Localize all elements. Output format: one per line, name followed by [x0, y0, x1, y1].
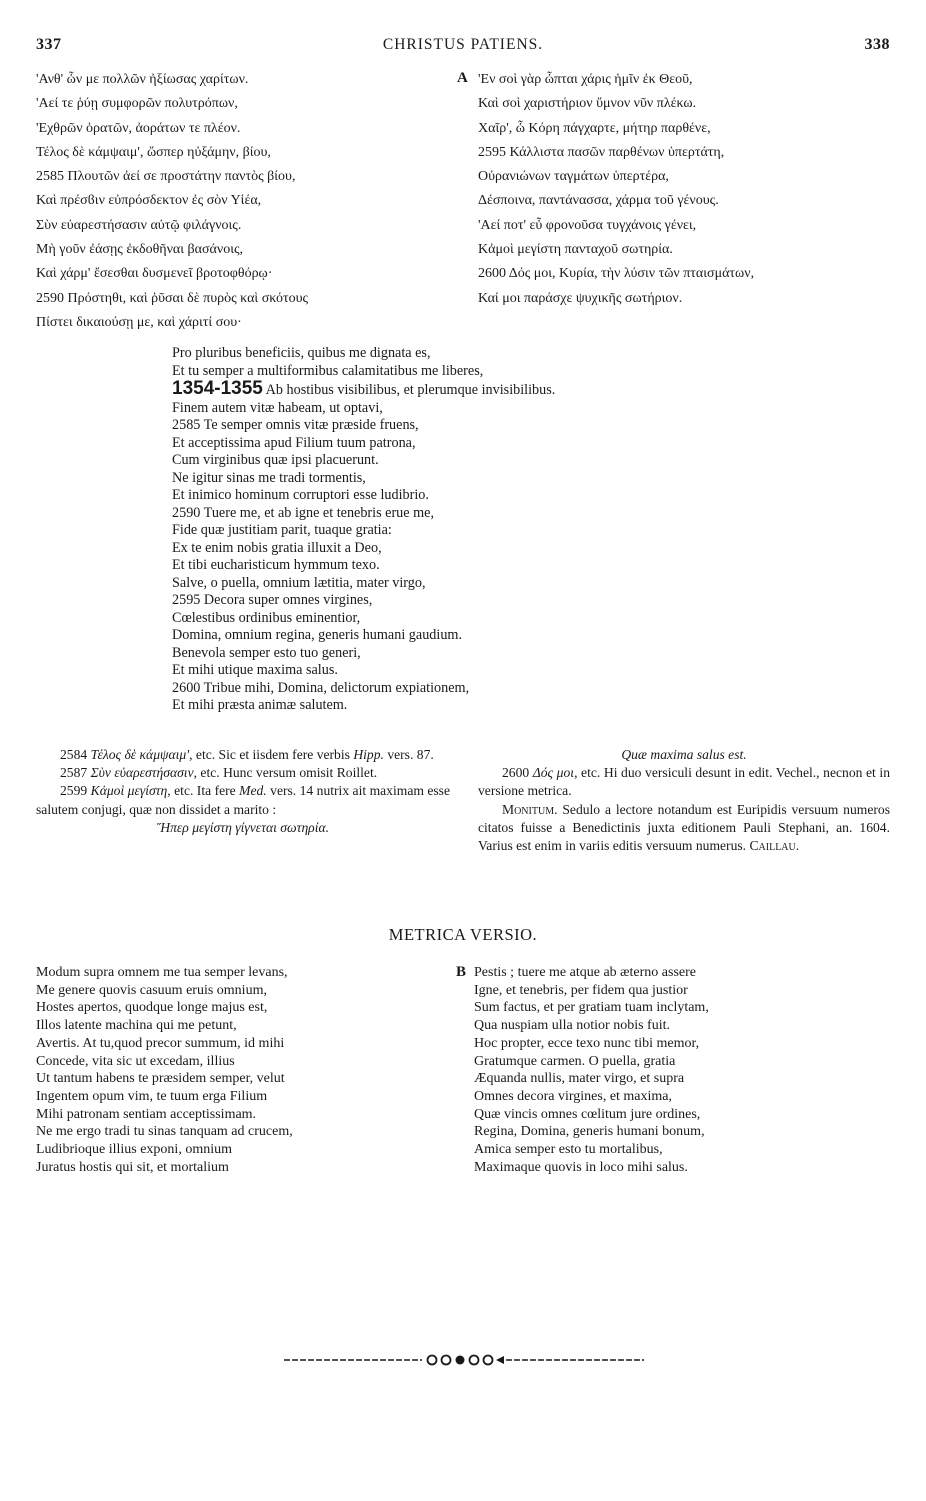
footnote-number: 2600 — [502, 765, 530, 781]
verse-line: Ne igitur sinas me tradi tormentis, — [172, 469, 366, 486]
verse-line: Ex te enim nobis gratia illuxit a Deo, — [172, 539, 382, 556]
monitum-note — [478, 801, 890, 856]
verse-line: Igne, et tenebris, per fidem qua justior — [474, 982, 688, 998]
verse-line: Καὶ χάρμ' ἔσεσθαι δυσμενεῖ βροτοφθόρῳ· — [36, 266, 273, 282]
verse-line: Καὶ σοὶ χαριστήριον ὕμνον νῦν πλέκω. — [478, 96, 697, 112]
footnote-text: , etc. Ita fere — [167, 783, 236, 799]
footnote-number: 2587 — [60, 765, 88, 781]
verse-line: Ne me ergo tradi tu sinas tanquam ad crucem, — [36, 1124, 293, 1140]
verse-line: Et mihi præsta animæ salutem. — [172, 697, 348, 713]
verse-line: Ut tantum habens te præsidem semper, velut — [36, 1071, 285, 1087]
verse-line: Quæ vincis omnes cœlitum jure ordines, — [474, 1106, 701, 1122]
verse-line: 2595 Κάλλιστα πασῶν παρθένων ὑπερτάτη, — [478, 144, 725, 160]
verse-line: Et tibi eucharisticum hymmum texo. — [172, 557, 380, 573]
footnote-text: , etc. Sic et iisdem fere verbis — [189, 747, 350, 762]
page-number-right: 338 — [864, 36, 890, 53]
running-title: CHRISTUS PATIENS. — [382, 36, 544, 53]
footnotes-left-column — [36, 746, 450, 837]
verse-line: Juratus hostis qui sit, et mortalium — [36, 1159, 229, 1175]
verse-line: Omnes decora virgines, et maxima, — [474, 1088, 673, 1104]
verse-line: Pestis ; tuere me atque ab æterno assere — [474, 965, 696, 980]
verse-line: 2600 Δός μοι, Κυρία, τὴν λύσιν τῶν πταισμάτων, — [478, 266, 755, 282]
monitum-label: Monitum. — [502, 801, 558, 817]
verse-line: Domina, omnium regina, generis humani gaudium. — [172, 627, 462, 643]
verse-line: Me genere quovis casuum eruis omnium, — [36, 982, 267, 998]
footnote-reference: Hipp. — [353, 747, 384, 762]
verse-line: 'Εχθρῶν ὁρατῶν, ἀοράτων τε πλέον. — [36, 120, 241, 136]
footnote-2600 — [478, 764, 890, 800]
verse-line: Æquanda nullis, mater virgo, et supra — [474, 1071, 685, 1087]
verse-line-text: Ab hostibus visibilibus, et plerumque invisibilibus. — [265, 382, 556, 398]
footnote-greek: Σὺν εὐαρεστήσασιν — [90, 765, 194, 781]
verse-line: Σὺν εὐαρεστήσασιν αὐτῷ φιλάγνοις. — [36, 217, 242, 233]
footnote-text: vers. 87. — [387, 747, 434, 762]
verse-line: Et acceptissima apud Filium tuum patrona, — [172, 434, 416, 451]
verse-line: Maximaque quovis in loco mihi salus. — [474, 1159, 688, 1175]
verse-line: Modum supra omnem me tua semper levans, — [36, 965, 288, 980]
verse-line: 2585 Te semper omnis vitæ præside fruens, — [172, 417, 419, 433]
footnote-text: vers. 14 nutrix ait maximam esse salutem conjugi, quæ non dissidet a marito : — [36, 783, 451, 817]
verse-line: Salve, o puella, omnium lætitia, mater virgo, — [172, 574, 426, 591]
end-ornament-icon — [284, 1354, 644, 1366]
verse-line: Gratumque carmen. O puella, gratia — [474, 1053, 676, 1069]
verse-line: Mihi patronam sentiam acceptissimam. — [36, 1106, 257, 1122]
footnotes-right-column — [478, 746, 890, 855]
footnote-heading: Quæ maxima salus est. — [621, 747, 747, 762]
verse-line: 2600 Tribue mihi, Domina, delictorum expiationem, — [172, 679, 470, 696]
footnote-2587 — [36, 764, 450, 782]
latin-translation — [172, 345, 772, 715]
verse-line: Καί μοι παράσχε ψυχικῆς σωτήριον. — [478, 290, 683, 306]
verse-line: Pro pluribus beneficiis, quibus me dignata es, — [172, 345, 431, 361]
verse-line: 2585 Πλουτῶν ἀεί σε προστάτην παντὸς βίου, — [36, 169, 296, 185]
column-marker: 1354-1355 — [172, 378, 263, 399]
verse-line-with-column-marker — [172, 380, 772, 400]
monitum-text: Sedulo a lectore notandum est Euripidis versuum numeros citatos fuisse a Benedictinis juxta editionem Pauli Stephani, an. 1604. Varius est enim in variis editis versuum numerus. — [478, 801, 890, 854]
footnote-greek: Κἀμοὶ μεγίστη — [90, 783, 168, 799]
metrica-left-column — [36, 964, 450, 1176]
verse-line: 2590 Tuere me, et ab igne et tenebris erue me, — [172, 504, 434, 521]
verse-line: 'Ανθ' ὧν με πολλῶν ἠξίωσας χαρίτων. — [36, 72, 249, 87]
verse-line: Ingentem opum vim, te tuum erga Filium — [36, 1088, 268, 1104]
footnote-quotation: Ἥπερ μεγίστη γίγνεται σωτηρία. — [156, 819, 330, 835]
verse-line: Χαῖρ', ὦ Κόρη πάγχαρτε, μήτηρ παρθένε, — [478, 120, 711, 136]
greek-text-left-column — [36, 68, 456, 335]
section-title: METRICA VERSIO. — [388, 925, 538, 944]
verse-line: Illos latente machina qui me petunt, — [36, 1018, 237, 1034]
verse-line: Ludibrioque illius exponi, omnium — [36, 1142, 232, 1158]
verse-line: 'Αεί τε ῥύῃ συμφορῶν πολυτρόπων, — [36, 96, 238, 112]
verse-line: Regina, Domina, generis humani bonum, — [474, 1124, 705, 1140]
verse-line: Et mihi utique maxima salus. — [172, 662, 338, 678]
verse-line: Οὐρανιώνων ταγμάτων ὑπερτέρα, — [478, 169, 669, 185]
verse-line: Fide quæ justitiam parit, tuaque gratia: — [172, 522, 392, 538]
verse-line: Hostes apertos, quodque longe majus est, — [36, 1000, 268, 1016]
verse-line: Cum virginibus quæ ipsi placuerunt. — [172, 452, 379, 468]
footnote-2599 — [36, 782, 450, 818]
verse-line: Πίστει δικαιούσῃ με, καὶ χάριτί σου· — [36, 314, 242, 330]
footnote-number: 2599 — [60, 783, 88, 799]
footnote-2584 — [36, 746, 450, 764]
margin-letter-b: B — [456, 964, 467, 980]
verse-line: Cœlestibus ordinibus eminentior, — [172, 609, 361, 626]
verse-line: Benevola semper esto tuo generi, — [172, 644, 361, 661]
greek-text-right-column — [478, 68, 898, 311]
verse-line: Qua nuspiam ulla notior nobis fuit. — [474, 1018, 670, 1034]
verse-line: Hoc propter, ecce texo nunc tibi memor, — [474, 1035, 700, 1051]
footnote-greek: Δός μοι — [532, 765, 575, 781]
verse-line: Concede, vita sic ut excedam, illius — [36, 1053, 235, 1069]
verse-line: 2595 Decora super omnes virgines, — [172, 592, 373, 608]
footnote-number: 2584 — [60, 747, 88, 762]
metrica-right-column — [474, 964, 894, 1176]
verse-line: 'Εν σοὶ γὰρ ὦπται χάρις ἡμῖν ἐκ Θεοῦ, — [478, 72, 693, 87]
footnote-reference: Med. — [239, 783, 267, 799]
footnote-text: , etc. Hi duo versiculi desunt in edit. Vechel., necnon et in versione metrica. — [478, 765, 890, 799]
verse-line: 2590 Πρόστηθι, καὶ ῥῦσαι δὲ πυρὸς καὶ σκότους — [36, 290, 309, 306]
page-number-left: 337 — [36, 36, 62, 53]
margin-letter-a: A — [457, 70, 468, 86]
verse-line: Et tu semper a multiformibus calamitatibus me liberes, — [172, 362, 484, 379]
verse-line: Μὴ γοῦν ἐάσῃς ἐκδοθῆναι βασάνοις, — [36, 242, 244, 258]
verse-line: Amica semper esto tu mortalibus, — [474, 1142, 663, 1158]
verse-line: Et inimico hominum corruptori esse ludibrio. — [172, 487, 429, 503]
verse-line: 'Αεί ποτ' εὖ φρονοῦσα τυγχάνοις γένει, — [478, 217, 697, 233]
monitum-author: Caillau. — [749, 838, 800, 854]
verse-line: Sum factus, et per gratiam tuam inclytam, — [474, 1000, 709, 1016]
verse-line: Τέλος δὲ κάμψαιμ', ὥσπερ ηὐξάμην, βίου, — [36, 144, 271, 160]
footnote-greek: Τέλος δὲ κάμψαιμ' — [90, 747, 190, 762]
footnote-text: , etc. Hunc versum omisit Roillet. — [193, 765, 378, 781]
verse-line: Δέσποινα, παντάνασσα, χάρμα τοῦ γένους. — [478, 193, 719, 209]
verse-line: Finem autem vitæ habeam, ut optavi, — [172, 399, 383, 416]
verse-line: Avertis. At tu,quod precor summum, id mihi — [36, 1035, 285, 1051]
verse-line: Κἀμοὶ μεγίστη πανταχοῦ σωτηρία. — [478, 242, 673, 258]
verse-line: Καὶ πρέσϐιν εὐπρόσδεκτον ἐς σὸν Υἱέα, — [36, 193, 262, 209]
